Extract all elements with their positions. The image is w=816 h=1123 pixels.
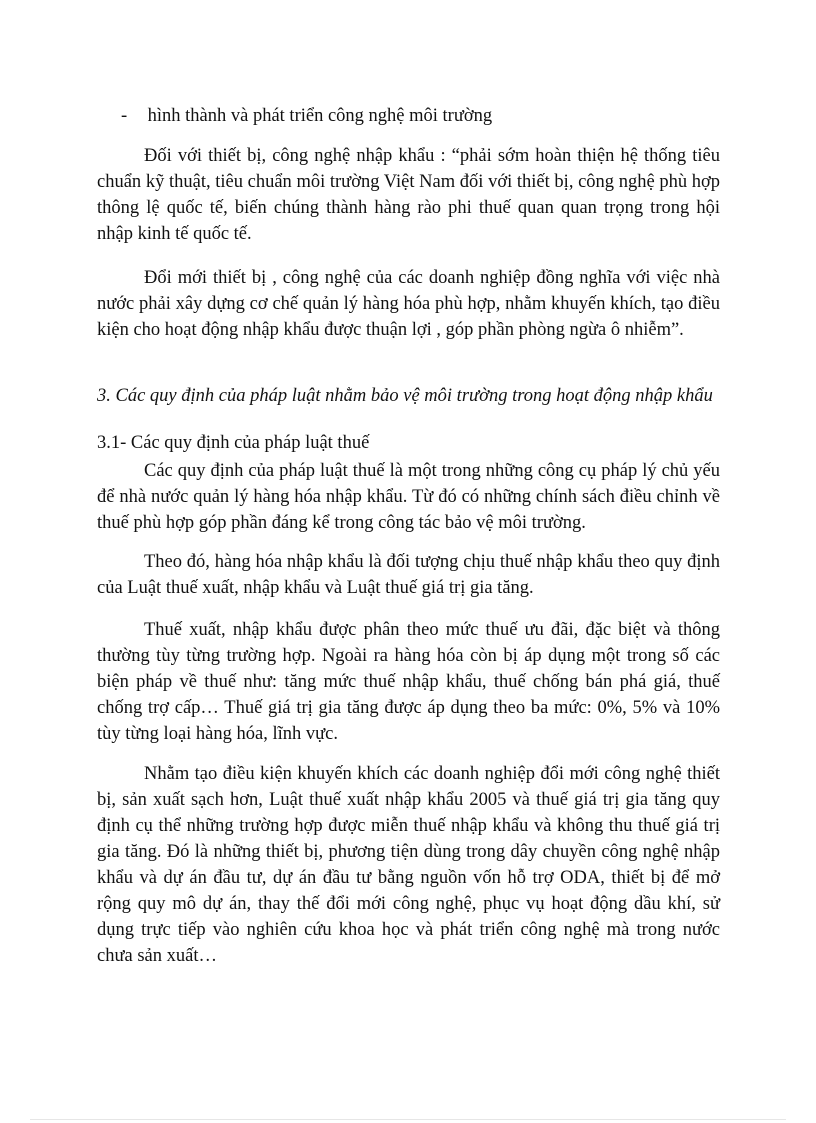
bullet-text: hình thành và phát triển công nghệ môi trường	[147, 106, 493, 126]
paragraph: Các quy định của pháp luật thuế là một trong những công cụ pháp lý chủ yếu để nhà nước quản lý hàng hóa nhập khẩu. Từ đó có những chính sách điều chỉnh về thuế phù hợp góp phần đáng kể trong công tác bảo vệ môi trường.	[97, 461, 720, 533]
paragraph: Đổi mới thiết bị , công nghệ của các doanh nghiệp đồng nghĩa với việc nhà nước phải xây dựng cơ chế quản lý hàng hóa phù hợp, nhằm khuyến khích, tạo điều kiện cho hoạt động nhập khẩu được thuận lợi , góp phần phòng ngừa ô nhiễm”.	[97, 268, 720, 340]
paragraph: Thuế xuất, nhập khẩu được phân theo mức thuế ưu đãi, đặc biệt và thông thường tùy từng trường hợp. Ngoài ra hàng hóa còn bị áp dụng một trong số các biện pháp về thuế như: tăng mức thuế nhập khẩu, thuế chống bán phá giá, thuế chống trợ cấp… Thuế giá trị gia tăng được áp dụng theo ba mức: 0%, 5% và 10% tùy từng loại hàng hóa, lĩnh vực.	[97, 620, 720, 744]
subsection-heading: 3.1- Các quy định của pháp luật thuế	[97, 433, 370, 453]
bullet-dash: -	[121, 106, 128, 126]
paragraph: Theo đó, hàng hóa nhập khẩu là đối tượng chịu thuế nhập khẩu theo quy định của Luật thuế xuất, nhập khẩu và Luật thuế giá trị gia tăng.	[97, 552, 720, 598]
bullet-item	[121, 103, 492, 129]
page-bottom-divider	[30, 1119, 786, 1120]
paragraph: Nhằm tạo điều kiện khuyến khích các doanh nghiệp đổi mới công nghệ thiết bị, sản xuất sạch hơn, Luật thuế xuất nhập khẩu 2005 và thuế giá trị gia tăng quy định cụ thể những trường hợp được miễn thuế nhập khẩu và không thu thuế giá trị gia tăng. Đó là những thiết bị, phương tiện dùng trong dây chuyền công nghệ nhập khẩu và dự án đầu tư, dự án đầu tư bằng nguồn vốn hỗ trợ ODA, thiết bị để mở rộng quy mô dự án, thay thế đổi mới công nghệ, phục vụ hoạt động dầu khí, sử dụng trực tiếp vào nghiên cứu khoa học và phát triển công nghệ mà trong nước chưa sản xuất…	[97, 764, 720, 966]
paragraph: Đối với thiết bị, công nghệ nhập khẩu : “phải sớm hoàn thiện hệ thống tiêu chuẩn kỹ thuật, tiêu chuẩn môi trường Việt Nam đối với thiết bị, công nghệ phù hợp thông lệ quốc tế, biến chúng thành hàng rào phi thuế quan quan trọng trong hội nhập kinh tế quốc tế.	[97, 146, 720, 244]
section-heading: 3. Các quy định của pháp luật nhằm bảo vệ môi trường trong hoạt động nhập khẩu	[97, 386, 713, 406]
